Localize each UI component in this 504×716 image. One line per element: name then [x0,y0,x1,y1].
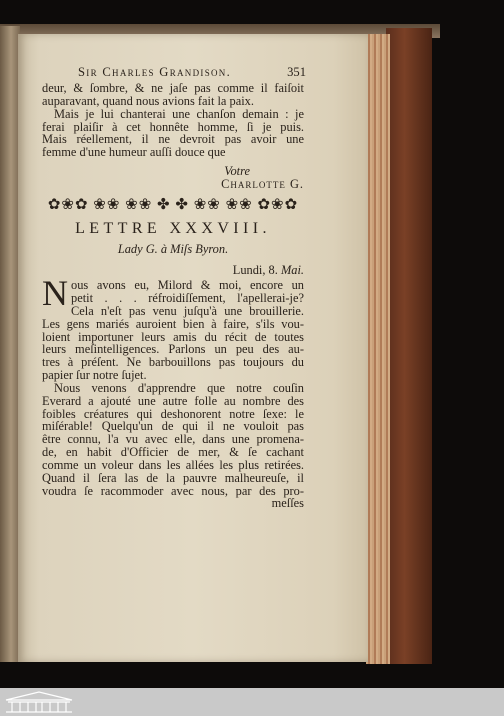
text-line: femme d'une humeur auſſi douce que [42,145,226,160]
text-line: foibles créatures qui deshonorent notre ſexe: le [42,406,304,421]
text-line: Nous venons d'apprendre que notre couſin [54,380,304,395]
text-line: deur, & ſombre, & ne jaſe pas comme il faiſoit [42,81,304,95]
text-line: petit . . . réfroidiſſement, l'apellerai-je? [71,290,304,305]
text-line: de, en habit d'Officier de mer, & ſe cachant [42,445,304,460]
text-line: Mais je lui chanterai une chanſon demain : je [54,106,304,121]
page-edges [366,34,390,664]
ornament-band: ✿❀✿ ❀❀ ❀❀ ✤ ✤ ❀❀ ❀❀ ✿❀✿ [47,196,299,213]
text-line: papier ſur notre ſujet. [42,368,147,383]
text-line: Mais réellement, il ne devroit pas avoir une [42,132,304,147]
paragraph-1 [42,273,304,383]
catchword: meſſes [271,496,304,511]
letter-subheading: Lady G. à Miſs Byron. [117,242,229,257]
text-line: voudra ſe racommoder avec nous, par des pro- [42,483,304,498]
library-building-icon [4,690,74,714]
text-line: comme un voleur dans les allées les plus retirées. [42,457,304,472]
page-text [42,66,304,510]
text-line: leurs meſintelligences. Parlons un peu des au- [42,342,304,357]
text-line: Cela n'eſt pas venu juſqu'à une brouillerie. [71,303,304,318]
text-line: tres à préſent. Ne barbouillons pas toujours du [42,355,304,370]
book-cover-left [0,26,20,662]
letter-date [42,264,304,277]
text-line: auparavant, quand nous avions fait la paix. [42,93,254,108]
closing-votre: Votre [224,164,250,179]
drop-cap: N [42,273,68,314]
text-line: ous avons eu, Milord & moi, encore un [71,278,304,293]
footer-bar [0,688,504,716]
text-line: miſérable! Quelqu'un de qui il ne vouloit pas [42,419,304,434]
running-header [42,66,304,82]
text-line: ferai plaiſir à cet honnête homme, ſi je puis. [42,119,304,134]
text-line: loient importuner leurs amis du récit de toutes [42,329,304,344]
signature: Charlotte G. [221,176,304,191]
book-cover-right [386,28,432,664]
date-month: Mai. [280,263,304,278]
text-line: Les gens mariés auroient bien à faire, s'ils vou- [42,316,304,331]
letter-heading: LETTRE XXXVIII. [75,219,271,237]
text-line: être connu, l'a vu avec elle, dans une promena- [42,432,304,447]
page-number: 351 [287,65,306,79]
date-day: Lundi, 8. [232,263,281,278]
text-line: Everard a ajouté une autre folle au nombre des [42,393,304,408]
text-line: Quand il ſera las de la pauvre malheureuſe, il [42,470,304,485]
running-head: Sir Charles Grandison. [78,65,232,79]
paragraph-2 [42,382,304,510]
